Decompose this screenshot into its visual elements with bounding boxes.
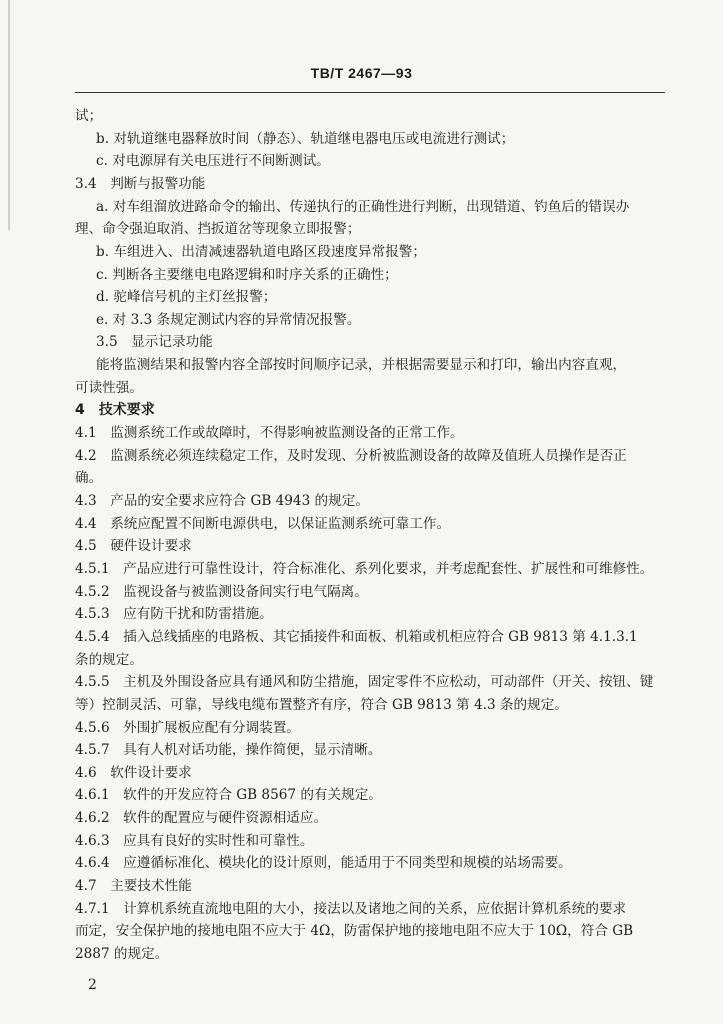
text-line: 4.6.3 应具有良好的实时性和可靠性。 xyxy=(75,833,314,849)
text-line: a. 对车组溜放进路命令的输出、传递执行的正确性进行判断，出现错道、钓鱼后的错误办 xyxy=(96,199,630,215)
text-line: 4.2 监测系统必须连续稳定工作，及时发现、分析被监测设备的故障及值班人员操作是否正 xyxy=(75,448,627,464)
page-number: 2 xyxy=(88,977,97,993)
text-line: b. 车组进入、出清减速器轨道电路区段速度异常报警； xyxy=(96,244,426,260)
text-line: d. 驼峰信号机的主灯丝报警； xyxy=(96,289,277,305)
text-line: 试； xyxy=(75,108,103,124)
text-line: 4.5.5 主机及外围设备应具有通风和防尘措施，固定零件不应松动，可动部件（开关、按钮、键 xyxy=(75,674,654,690)
text-line: c. 对电源屏有关电压进行不间断测试。 xyxy=(96,153,330,169)
scan-edge-mark xyxy=(8,0,10,230)
text-line: e. 对 3.3 条规定测试内容的异常情况报警。 xyxy=(96,312,361,328)
text-line: 等）控制灵活、可靠，导线电缆布置整齐有序，符合 GB 9813 第 4.3 条的规定。 xyxy=(75,697,568,713)
text-line: 4.5.4 插入总线插座的电路板、其它插接件和面板、机箱或机柜应符合 GB 9813 第 4.1.3.1 xyxy=(75,629,638,645)
text-line: 条的规定。 xyxy=(75,652,143,668)
text-line: 4.5.2 监视设备与被监测设备间实行电气隔离。 xyxy=(75,584,368,600)
text-line: 4.5.3 应有防干扰和防雷措施。 xyxy=(75,606,273,622)
text-line: c. 判断各主要继电电路逻辑和时序关系的正确性； xyxy=(96,267,398,283)
section-heading: 4.6 软件设计要求 xyxy=(75,765,192,781)
text-line: 4.3 产品的安全要求应符合 GB 4943 的规定。 xyxy=(75,493,369,509)
chapter-heading: 4 技术要求 xyxy=(75,402,155,418)
section-heading: 4.7 主要技术性能 xyxy=(75,878,192,894)
text-line: 4.5.7 具有人机对话功能，操作简便，显示清晰。 xyxy=(75,742,382,758)
text-line: 4.4 系统应配置不间断电源供电，以保证监测系统可靠工作。 xyxy=(75,516,451,532)
standard-code-header: TB/T 2467—93 xyxy=(310,65,413,81)
header-rule xyxy=(75,92,665,93)
text-line: 而定，安全保护地的接地电阻不应大于 4Ω，防雷保护地的接地电阻不应大于 10Ω，符合 GB xyxy=(75,923,634,939)
text-line: 2887 的规定。 xyxy=(75,946,169,962)
text-line: 4.6.1 软件的开发应符合 GB 8567 的有关规定。 xyxy=(75,787,382,803)
text-line: 4.5.1 产品应进行可靠性设计，符合标准化、系列化要求，并考虑配套性、扩展性和可维修性。 xyxy=(75,561,654,577)
section-heading: 3.4 判断与报警功能 xyxy=(75,176,206,192)
text-line: 理、命令强迫取消、挡扳道岔等现象立即报警； xyxy=(75,221,361,237)
section-heading: 3.5 显示记录功能 xyxy=(96,334,213,350)
text-line: 4.6.2 软件的配置应与硬件资源相适应。 xyxy=(75,810,328,826)
text-line: 4.7.1 计算机系统直流地电阻的大小，接法以及诸地之间的关系，应依据计算机系统的要求 xyxy=(75,901,627,917)
section-heading: 4.5 硬件设计要求 xyxy=(75,538,192,554)
text-line: 确。 xyxy=(75,470,103,486)
text-line: 可读性强。 xyxy=(75,380,143,396)
text-line: b. 对轨道继电器释放时间（静态）、轨道继电器电压或电流进行测试； xyxy=(96,131,515,147)
text-line: 4.6.4 应遵循标准化、模块化的设计原则，能适用于不同类型和规模的站场需要。 xyxy=(75,855,572,871)
text-line: 4.5.6 外围扩展板应配有分调装置。 xyxy=(75,720,300,736)
text-line: 能将监测结果和报警内容全部按时间顺序记录，并根据需要显示和打印，输出内容直观， xyxy=(96,357,627,373)
text-line: 4.1 监测系统工作或故障时，不得影响被监测设备的正常工作。 xyxy=(75,425,464,441)
